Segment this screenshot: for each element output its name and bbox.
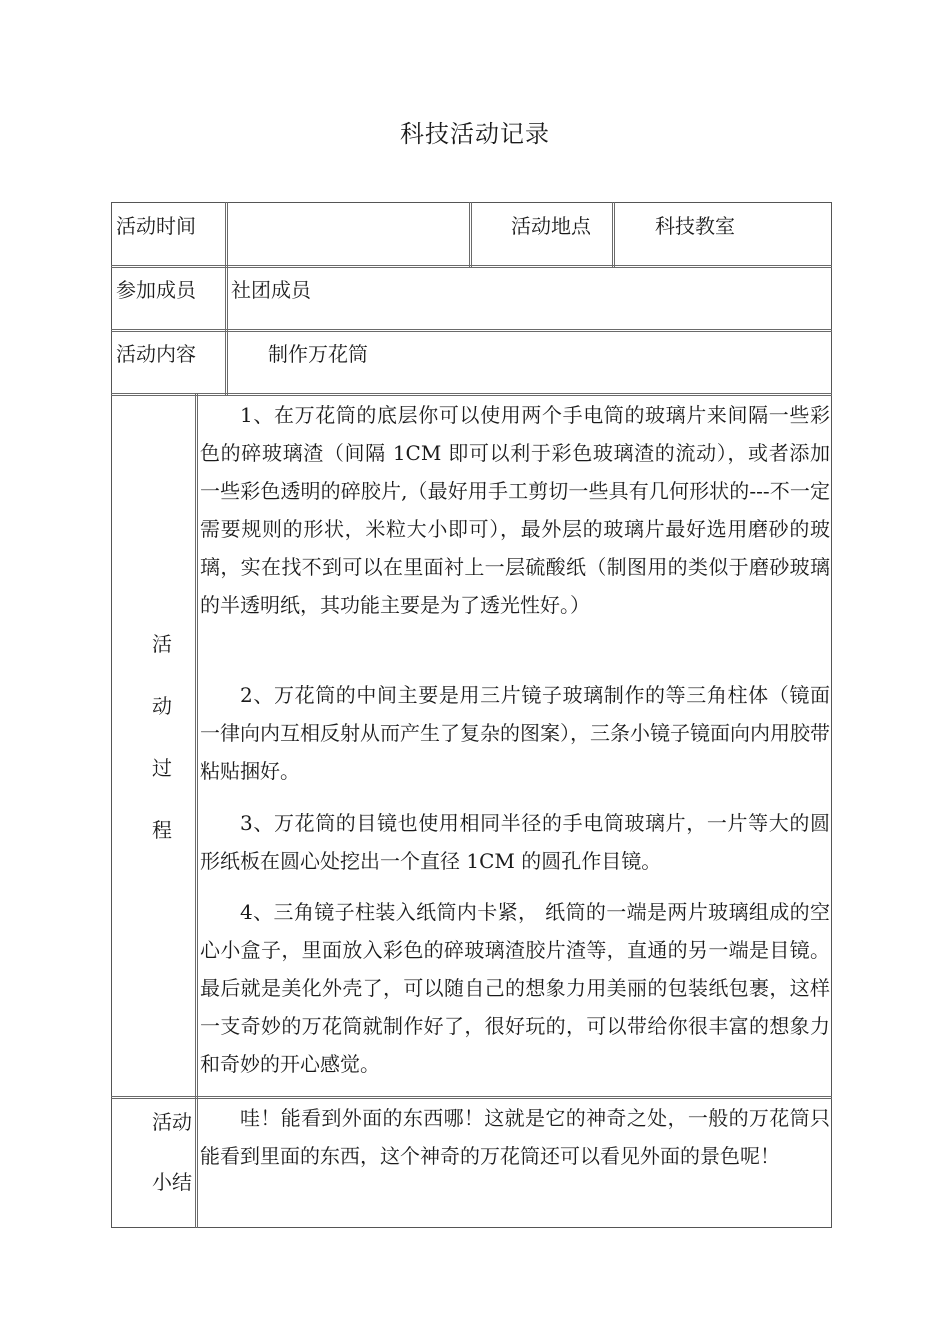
content-value: 制作万花筒 bbox=[268, 342, 368, 366]
process-step-2: 2、万花筒的中间主要是用三片镜子玻璃制作的等三角柱体（镜面一律向内互相反射从而产生了复杂的图案），三条小镜子镜面向内用胶带粘贴捆好。 bbox=[200, 683, 830, 783]
process-label-char: 活 bbox=[152, 632, 172, 656]
summary-label-line1: 活动 bbox=[152, 1110, 192, 1134]
members-label: 参加成员 bbox=[116, 278, 196, 302]
process-label-char: 过 bbox=[152, 756, 172, 780]
column-divider bbox=[195, 393, 198, 1228]
content-label: 活动内容 bbox=[116, 342, 196, 366]
row-divider bbox=[111, 329, 832, 332]
process-step-3: 3、万花筒的目镜也使用相同半径的手电筒玻璃片，一片等大的圆形纸板在圆心处挖出一个直径 1CM 的圆孔作目镜。 bbox=[200, 811, 830, 873]
activity-time-label: 活动时间 bbox=[116, 214, 196, 238]
members-value: 社团成员 bbox=[231, 278, 311, 302]
process-step-4: 4、三角镜子柱装入纸筒内卡紧， 纸筒的一端是两片玻璃组成的空心小盒子，里面放入彩色的碎玻璃渣胶片渣等，直通的另一端是目镜。最后就是美化外壳了，可以随自己的想象力用美丽的包装纸包裹，这样一支奇妙的万花筒就制作好了，很好玩的，可以带给你很丰富的想象力和奇妙的开心感觉。 bbox=[200, 900, 830, 1076]
summary-text: 哇！能看到外面的东西哪！这就是它的神奇之处，一般的万花筒只能看到里面的东西，这个神奇的万花筒还可以看见外面的景色呢！ bbox=[200, 1106, 830, 1168]
process-step-1: 1、在万花筒的底层你可以使用两个手电筒的玻璃片来间隔一些彩色的碎玻璃渣（间隔 1CM 即可以利于彩色玻璃渣的流动），或者添加一些彩色透明的碎胶片,（最好用手工剪切一些具有几何形状的---不一定需要规则的形状，米粒大小即可），最外层的玻璃片最好选用磨砂的玻璃，实在找不到可以在里面衬上一层硫酸纸（制图用的类似于磨砂玻璃的半透明纸，其功能主要是为了透光性好。） bbox=[200, 403, 830, 617]
summary-label-line2: 小结 bbox=[152, 1170, 192, 1194]
column-divider bbox=[469, 202, 472, 267]
activity-place-value: 科技教室 bbox=[655, 214, 735, 238]
activity-place-label: 活动地点 bbox=[511, 214, 591, 238]
column-divider bbox=[612, 202, 615, 267]
process-label-char: 程 bbox=[152, 818, 172, 842]
document-title: 科技活动记录 bbox=[400, 120, 550, 148]
process-label-char: 动 bbox=[152, 694, 172, 718]
column-divider bbox=[225, 202, 228, 395]
